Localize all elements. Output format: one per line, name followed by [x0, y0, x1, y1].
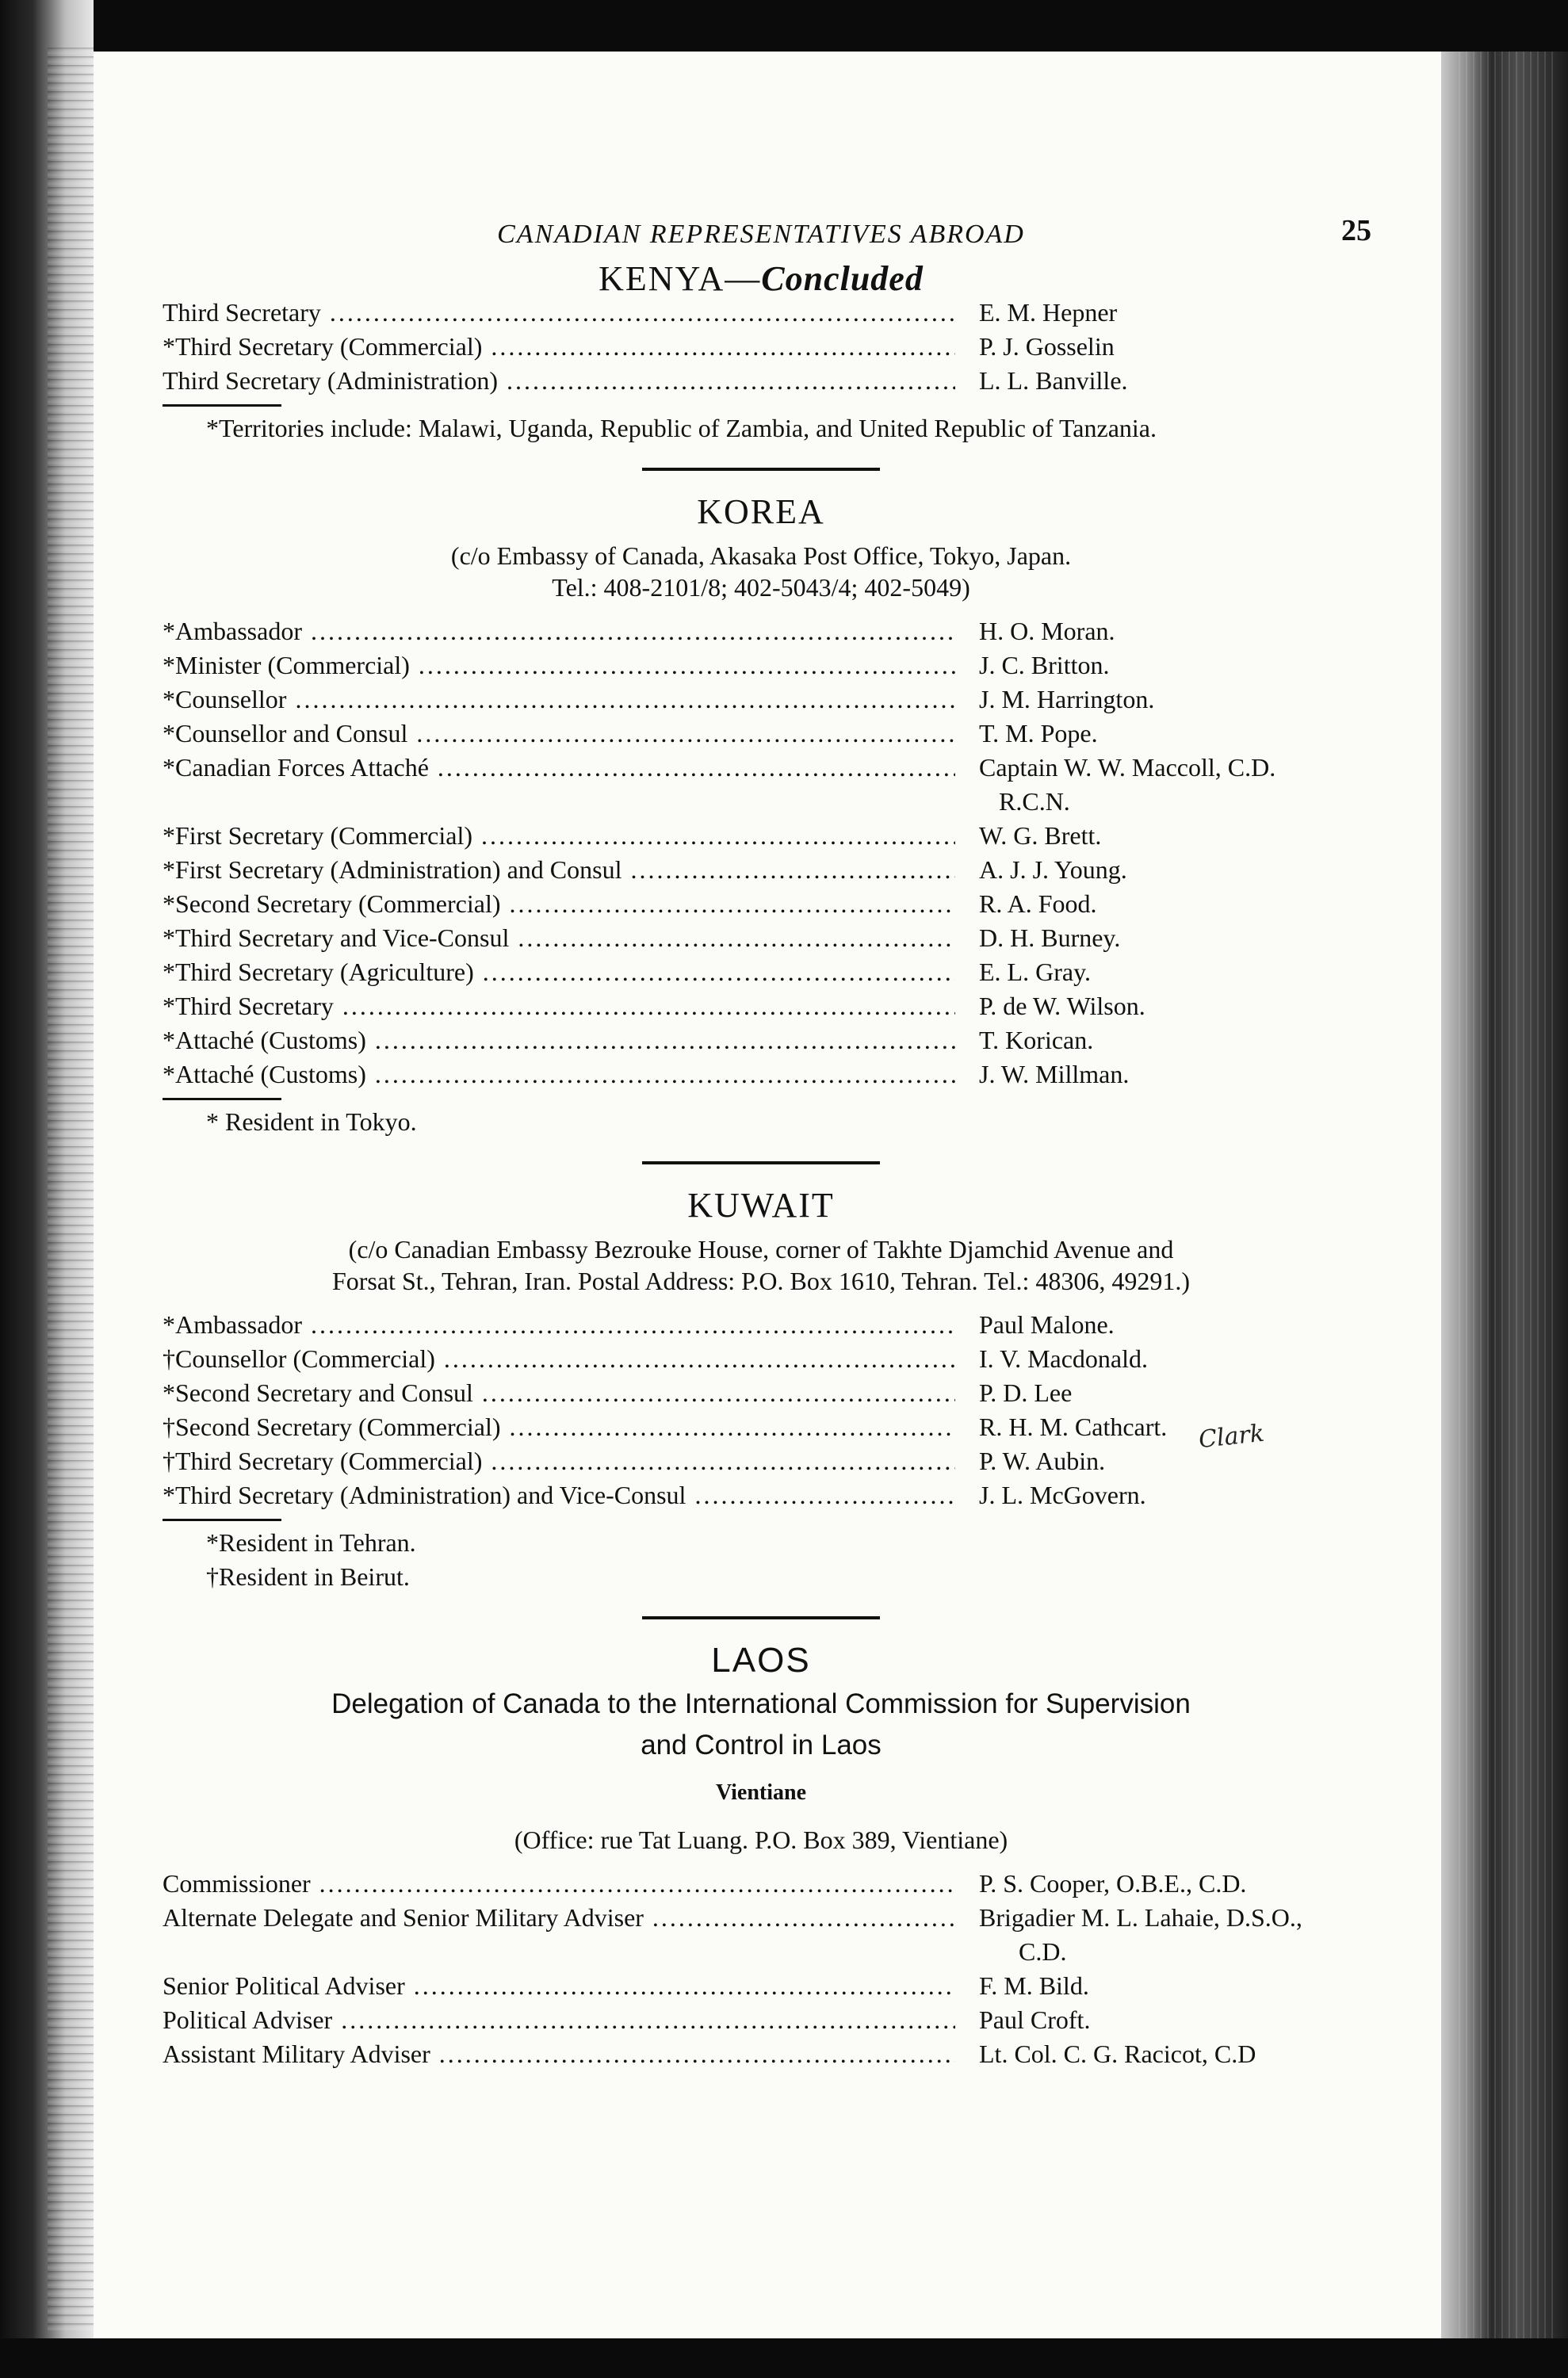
official-name: R. A. Food.	[979, 889, 1097, 918]
staff-row	[163, 921, 1360, 955]
position: *Counsellor .....	[163, 682, 955, 717]
kuwait-footnote-tehran: *Resident in Tehran.	[206, 1528, 416, 1557]
handwritten-annotation: Clark	[1197, 1419, 1266, 1455]
official-name: Lt. Col. C. G. Racicot, C.D	[979, 2040, 1256, 2068]
staff-row	[163, 1478, 1360, 1512]
staff-row	[163, 614, 1360, 648]
position: *Ambassador .....	[163, 1308, 955, 1342]
korea-address: (c/o Embassy of Canada, Akasaka Post Office, Tokyo, Japan.	[450, 541, 1072, 570]
official-name-continued: R.C.N.	[999, 787, 1070, 816]
position: †Second Secretary (Commercial) .....	[163, 1410, 955, 1444]
position: *Third Secretary .....	[163, 989, 955, 1023]
position: *Attaché (Customs) .....	[163, 1057, 955, 1092]
staff-row	[163, 2003, 1360, 2037]
staff-row	[163, 682, 1360, 717]
laos-office-address: (Office: rue Tat Luang. P.O. Box 389, Vientiane)	[514, 1826, 1008, 1854]
scan-top-border	[0, 0, 1568, 52]
footnote-rule	[163, 1519, 281, 1521]
official-name: Captain W. W. Maccoll, C.D.	[979, 753, 1276, 782]
footnote-rule	[163, 404, 281, 407]
official-name: A. J. J. Young.	[979, 855, 1127, 884]
official-name: R. H. M. Cathcart.	[979, 1413, 1168, 1441]
laos-city: Vientiane	[715, 1780, 807, 1805]
staff-row	[163, 887, 1360, 921]
kuwait-title: KUWAIT	[687, 1186, 835, 1225]
korea-title: KOREA	[697, 492, 825, 531]
official-name: P. J. Gosselin	[979, 332, 1115, 361]
staff-row-continuation	[163, 785, 1360, 819]
official-name: J. C. Britton.	[979, 651, 1110, 679]
position: *Third Secretary and Vice-Consul .....	[163, 921, 955, 955]
korea-telephone: Tel.: 408-2101/8; 402-5043/4; 402-5049)	[552, 573, 970, 602]
staff-row	[163, 819, 1360, 853]
staff-row	[163, 1969, 1360, 2003]
staff-row	[163, 296, 1360, 330]
official-name: J. W. Millman.	[979, 1060, 1130, 1088]
official-name: P. S. Cooper, O.B.E., C.D.	[979, 1869, 1247, 1898]
staff-row-continuation	[163, 1935, 1360, 1969]
position: *Second Secretary (Commercial) .....	[163, 887, 955, 921]
official-name-continued: C.D.	[1019, 1937, 1067, 1966]
official-name: L. L. Banville.	[979, 366, 1128, 395]
position: *Minister (Commercial) .....	[163, 648, 955, 682]
position: Alternate Delegate and Senior Military Adviser .....	[163, 1901, 955, 1935]
staff-row	[163, 989, 1360, 1023]
page-content	[163, 214, 1371, 2071]
position: *Third Secretary (Commercial) .....	[163, 330, 955, 364]
staff-row	[163, 364, 1360, 398]
page-edges-lines	[1459, 52, 1554, 2338]
official-name: H. O. Moran.	[979, 617, 1115, 645]
laos-delegation-line1: Delegation of Canada to the International Commission for Supervision	[331, 1688, 1191, 1719]
official-name: W. G. Brett.	[979, 821, 1102, 850]
staff-row	[163, 853, 1360, 887]
staff-row	[163, 1376, 1360, 1410]
staff-row	[163, 1308, 1360, 1342]
staff-row	[163, 1444, 1360, 1478]
footnote-rule	[163, 1098, 281, 1100]
official-name: P. W. Aubin.	[979, 1447, 1106, 1475]
running-title: CANADIAN REPRESENTATIVES ABROAD	[497, 220, 1025, 249]
official-name: I. V. Macdonald.	[979, 1344, 1149, 1373]
kenya-title-continued: Concluded	[761, 259, 924, 298]
position: Third Secretary .....	[163, 296, 955, 330]
official-name: F. M. Bild.	[979, 1971, 1089, 2000]
official-name: P. D. Lee	[979, 1378, 1073, 1407]
official-name: Paul Croft.	[979, 2005, 1091, 2034]
official-name: T. M. Pope.	[979, 719, 1098, 747]
staff-row	[163, 717, 1360, 751]
staff-row	[163, 1867, 1360, 1901]
staff-row	[163, 955, 1360, 989]
position: †Third Secretary (Commercial) .....	[163, 1444, 955, 1478]
korea-footnote: * Resident in Tokyo.	[206, 1107, 417, 1136]
official-name: D. H. Burney.	[979, 923, 1121, 952]
kuwait-postal-address: Forsat St., Tehran, Iran. Postal Address: P.O. Box 1610, Tehran. Tel.: 48306, 49291.)	[331, 1267, 1191, 1295]
staff-row	[163, 330, 1360, 364]
kenya-footnote: *Territories include: Malawi, Uganda, Republic of Zambia, and United Republic of Tanzania.	[206, 414, 1157, 442]
laos-staff-list	[163, 1867, 1360, 2071]
position: *Attaché (Customs) .....	[163, 1023, 955, 1057]
position: †Counsellor (Commercial) .....	[163, 1342, 955, 1376]
kenya-heading	[163, 259, 1360, 298]
position: *First Secretary (Administration) and Consul .....	[163, 853, 955, 887]
official-name: P. de W. Wilson.	[979, 992, 1145, 1020]
section-divider	[642, 468, 880, 471]
position: *Third Secretary (Agriculture) .....	[163, 955, 955, 989]
staff-row	[163, 751, 1360, 785]
position: *Second Secretary and Consul .....	[163, 1376, 955, 1410]
staff-row	[163, 1057, 1360, 1092]
staff-row	[163, 1901, 1360, 1935]
official-name: Paul Malone.	[979, 1310, 1115, 1339]
position: *Third Secretary (Administration) and Vice-Consul .....	[163, 1478, 955, 1512]
position: *Ambassador .....	[163, 614, 955, 648]
position: *First Secretary (Commercial) .....	[163, 819, 955, 853]
position: Political Adviser .....	[163, 2003, 955, 2037]
scan-bottom-border	[0, 2338, 1568, 2378]
kenya-title: KENYA—	[599, 259, 762, 298]
korea-staff-list	[163, 614, 1360, 1092]
kuwait-address: (c/o Canadian Embassy Bezrouke House, corner of Takhte Djamchid Avenue and	[348, 1235, 1174, 1264]
official-name: E. M. Hepner	[979, 298, 1118, 327]
staff-row	[163, 2037, 1360, 2071]
kuwait-staff-list	[163, 1308, 1360, 1512]
laos-delegation-line2: and Control in Laos	[641, 1730, 882, 1761]
kenya-staff-list	[163, 296, 1360, 398]
official-name: J. M. Harrington.	[979, 685, 1155, 713]
staff-row	[163, 648, 1360, 682]
section-divider	[642, 1161, 880, 1164]
staff-row	[163, 1410, 1360, 1444]
page-stack-texture	[48, 48, 95, 2330]
position: Assistant Military Adviser .....	[163, 2037, 955, 2071]
staff-row	[163, 1342, 1360, 1376]
official-name: T. Korican.	[979, 1026, 1094, 1054]
staff-row	[163, 1023, 1360, 1057]
official-name: E. L. Gray.	[979, 958, 1091, 986]
page-number: 25	[1341, 214, 1371, 247]
kuwait-footnote-beirut: †Resident in Beirut.	[206, 1562, 410, 1591]
laos-delegation-heading	[163, 1684, 1360, 1766]
position: Commissioner .....	[163, 1867, 955, 1901]
official-name: Brigadier M. L. Lahaie, D.S.O.,	[979, 1903, 1302, 1932]
running-header	[163, 214, 1371, 262]
position: *Canadian Forces Attaché .....	[163, 751, 955, 785]
position: *Counsellor and Consul .....	[163, 717, 955, 751]
section-divider	[642, 1616, 880, 1619]
position: Senior Political Adviser .....	[163, 1969, 955, 2003]
official-name: J. L. McGovern.	[979, 1481, 1146, 1509]
laos-title: LAOS	[711, 1641, 811, 1680]
position: Third Secretary (Administration) .....	[163, 364, 955, 398]
